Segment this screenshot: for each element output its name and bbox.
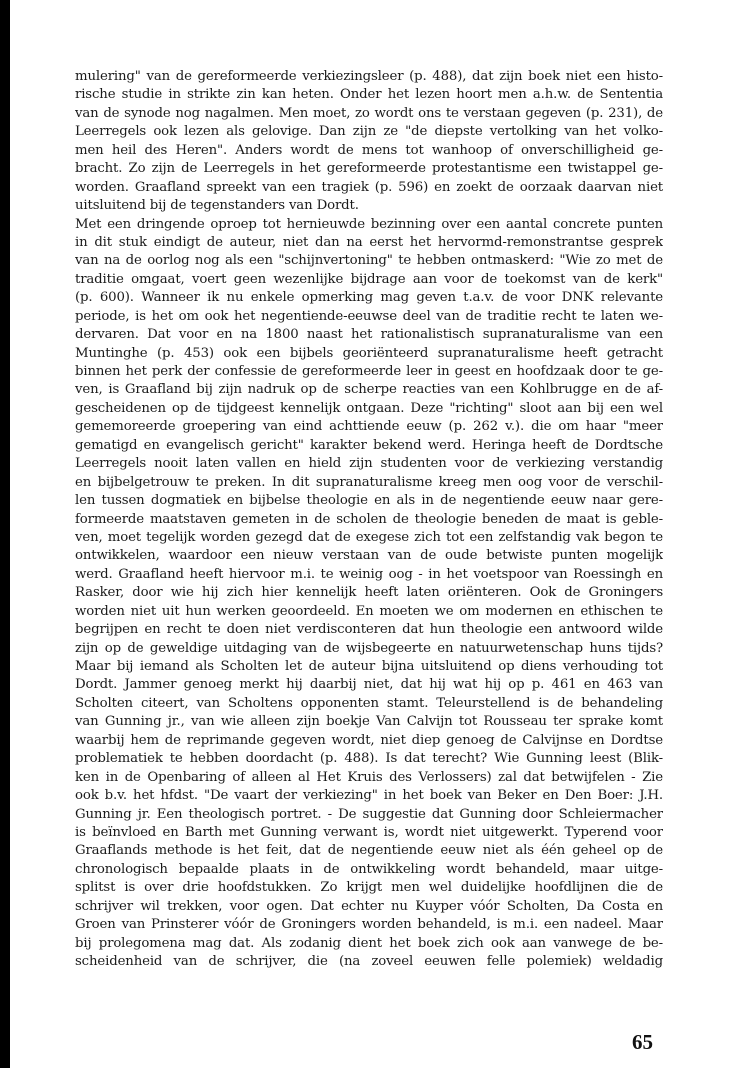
text-line: chronologisch bepaalde plaats in de ontwikkeling wordt behandeld, maar uitge- (75, 861, 663, 877)
text-line: (p. 600). Wanneer ik nu enkele opmerking mag geven t.a.v. de voor DNK relevante (75, 290, 663, 306)
text-line: Met een dringende oproep tot hernieuwde bezinning over een aantal concrete punten (75, 216, 663, 232)
text-line: formeerde maatstaven gemeten in de scholen de theologie beneden de maat is geble- (75, 511, 663, 527)
text-line: ven, moet tegelijk worden gezegd dat de exegese zich tot een zelfstandig vak begon te (75, 529, 663, 545)
text-line: en bijbelgetrouw te preken. In dit supranaturalisme kreeg men oog voor de verschil- (75, 474, 663, 490)
text-line: gememoreerde groepering van eind achttiende eeuw (p. 262 v.). die om haar "meer (75, 419, 663, 435)
text-line: traditie omgaat, voert geen wezenlijke bijdrage aan voor de toekomst van de kerk" (75, 271, 663, 287)
text-line: binnen het perk der confessie de gereformeerde leer in geest en hoofdzaak door te ge- (75, 364, 663, 379)
text-line: Scholten citeert, van Scholtens opponenten stamt. Teleurstellend is de behandeling (75, 695, 663, 711)
page-number: 65 (632, 1030, 653, 1054)
text-line: problematiek te hebben doordacht (p. 488). Is dat terecht? Wie Gunning leest (Blik- (75, 751, 663, 767)
text-line: Muntinghe (p. 453) ook een bijbels georiënteerd supranaturalisme heeft getracht (75, 345, 663, 361)
text-line: men heil des Heren". Anders wordt de mens tot wanhoop of onverschilligheid ge- (75, 142, 663, 158)
text-line: periode, is het om ook het negentiende-eeuwse deel van de traditie recht te laten we- (75, 308, 663, 324)
text-line: Groen van Prinsterer vóór de Groningers worden behandeld, is m.i. een nadeel. Maar (75, 917, 663, 933)
text-line: Rasker, door wie hij zich hier kennelijk heeft laten oriënteren. Ook de Groningers (75, 585, 663, 601)
text-line: schrijver wil trekken, voor ogen. Dat echter nu Kuyper vóór Scholten, Da Costa en (75, 898, 663, 914)
text-line: van na de oorlog nog als een "schijnvertoning" te hebben ontmaskerd: "Wie zo met de (75, 253, 663, 269)
text-line: zijn op de geweldige uitdaging van de wijsbegeerte en natuurwetenschap huns tijds? (75, 640, 663, 656)
text-line: Leerregels nooit laten vallen en hield zijn studenten voor de verkiezing verstandig (75, 456, 663, 472)
page-body-text (75, 68, 663, 971)
text-line: mulering" van de gereformeerde verkiezingsleer (p. 488), dat zijn boek niet een histo- (75, 69, 663, 84)
text-line: Maar bij iemand als Scholten let de auteur bijna uitsluitend op diens verhouding tot (75, 659, 663, 674)
text-line: gematigd en evangelisch gericht" karakter bekend werd. Heringa heeft de Dordtsche (75, 437, 663, 453)
text-line: waarbij hem de reprimande gegeven wordt, niet diep genoeg de Calvijnse en Dordtse (75, 732, 663, 748)
text-line: Dordt. Jammer genoeg merkt hij daarbij niet, dat hij wat hij op p. 461 en 463 van (75, 677, 663, 693)
text-line: uitsluitend bij de tegenstanders van Dordt. (75, 198, 359, 214)
text-line: splitst is over drie hoofdstukken. Zo krijgt men wel duidelijke hoofdlijnen die de (75, 880, 663, 896)
text-line: bracht. Zo zijn de Leerregels in het gereformeerde protestantisme een twistappel ge- (75, 161, 663, 177)
text-line: ook b.v. het hfdst. "De vaart der verkiezing" in het boek van Beker en Den Boer: J.H. (75, 788, 663, 804)
text-line: bij prolegomena mag dat. Als zodanig dient het boek zich ook aan vanwege de be- (75, 935, 663, 951)
text-line: ven, is Graafland bij zijn nadruk op de scherpe reacties van een Kohlbrugge en de af- (75, 382, 663, 398)
text-line: werd. Graafland heeft hiervoor m.i. te weinig oog - in het voetspoor van Roessingh en (75, 566, 663, 582)
text-line: ken in de Openbaring of alleen al Het Kruis des Verlossers) zal dat betwijfelen - Zie (75, 769, 663, 785)
text-line: Gunning jr. Een theologisch portret. - De suggestie dat Gunning door Schleiermacher (75, 806, 663, 822)
text-line: len tussen dogmatiek en bijbelse theologie en als in de negentiende eeuw naar gere- (75, 493, 663, 509)
text-line: ontwikkelen, waardoor een nieuw verstaan van de oude betwiste punten mogelijk (75, 548, 663, 564)
text-line: gescheidenen op de tijdgeest kennelijk ontgaan. Deze "richting" sloot aan bij een wel (75, 400, 663, 416)
text-line: is beïnvloed en Barth met Gunning verwant is, wordt niet uitgewerkt. Typerend voor (75, 824, 663, 840)
text-line: van Gunning jr., van wie alleen zijn boekje Van Calvijn tot Rousseau ter sprake komt (75, 714, 663, 730)
text-line: begrijpen en recht te doen niet verdisconteren dat hun theologie een antwoord wilde (75, 622, 663, 638)
text-line: Graaflands methode is het feit, dat de negentiende eeuw niet als één geheel op de (75, 843, 663, 859)
text-line: worden niet uit hun werken geoordeeld. En moeten we om modernen en ethischen te (75, 603, 663, 619)
text-line: dervaren. Dat voor en na 1800 naast het rationalistisch supranaturalisme van een (75, 327, 663, 343)
text-line: rische studie in strikte zin kan heten. Onder het lezen hoort men a.h.w. de Sententia (75, 87, 663, 103)
text-line: Leerregels ook lezen als gelovige. Dan zijn ze "de diepste vertolking van het volko- (75, 124, 663, 140)
text-line: worden. Graafland spreekt van een tragiek (p. 596) en zoekt de oorzaak daarvan niet (75, 179, 663, 195)
text-line: in dit stuk eindigt de auteur, niet dan na eerst het hervormd-remonstrantse gesprek (75, 234, 663, 250)
text-line: scheidenheid van de schrijver, die (na zoveel eeuwen felle polemiek) weldadig (75, 954, 663, 969)
binding-edge (0, 0, 10, 1068)
text-line: van de synode nog nagalmen. Men moet, zo wordt ons te verstaan gegeven (p. 231), de (75, 105, 663, 121)
